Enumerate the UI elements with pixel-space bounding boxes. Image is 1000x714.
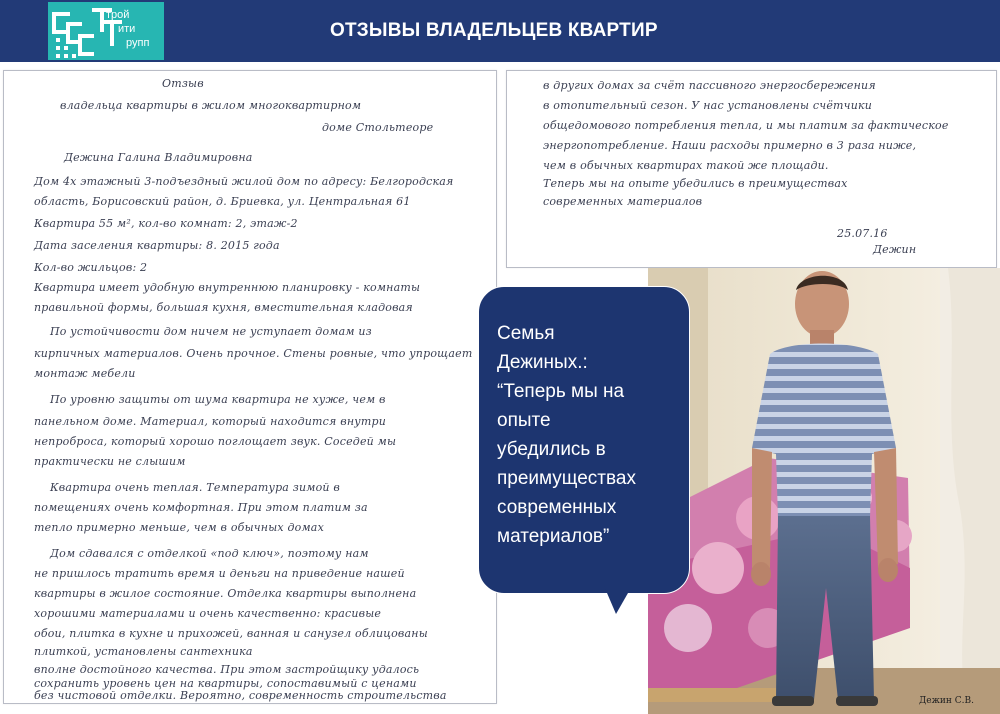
letter-line: непроброса, который хорошо поглощает звук. Соседей мы bbox=[34, 435, 397, 448]
letter-line: энергопотребление. Наши расходы примерно в 3 раза ниже, bbox=[543, 139, 917, 152]
resident-photo bbox=[648, 268, 1000, 714]
logo-text-top: трой bbox=[106, 9, 130, 21]
letter-line: в отопительный сезон. У нас установлены счётчики bbox=[543, 99, 873, 112]
letter-line: монтаж мебели bbox=[34, 367, 136, 380]
letter-line: панельном доме. Материал, который находится внутри bbox=[34, 415, 387, 428]
quote-bubble bbox=[478, 286, 690, 594]
quote-bubble-tail bbox=[604, 586, 632, 614]
letter-line: По уровню защиты от шума квартира не хуже, чем в bbox=[50, 393, 386, 406]
letter-line: без чистовой отделки. Вероятно, современность строительства bbox=[34, 689, 447, 702]
letter-line: Квартира имеет удобную внутреннюю планировку - комнаты bbox=[34, 281, 421, 294]
letter-line: практически не слышим bbox=[34, 455, 186, 468]
quote-line: опыте bbox=[497, 410, 551, 431]
logo-text-middle: ити bbox=[118, 23, 136, 35]
letter-line: Кол-во жильцов: 2 bbox=[34, 261, 148, 274]
letter-line: помещениях очень комфортная. При этом платим за bbox=[34, 501, 368, 514]
quote-line: современных bbox=[497, 497, 617, 518]
letter-signature: Дежин bbox=[873, 243, 917, 256]
letter-line: правильной формы, большая кухня, вместительная кладовая bbox=[34, 301, 413, 314]
letter-line: Дата заселения квартиры: 8. 2015 года bbox=[34, 239, 280, 252]
handwritten-letter-main bbox=[3, 70, 497, 704]
letter-line: не пришлось тратить время и деньги на приведение нашей bbox=[34, 567, 405, 580]
letter-line: доме Стольтеоре bbox=[322, 121, 434, 134]
letter-line: обои, плитка в кухне и прихожей, ванная и санузел облицованы bbox=[34, 627, 428, 640]
letter-line: Отзыв bbox=[162, 77, 204, 90]
man-in-striped-shirt-photo bbox=[648, 268, 1000, 714]
letter-line: Квартира очень теплая. Температура зимой в bbox=[50, 481, 340, 494]
letter-line: плиткой, установлены сантехника bbox=[34, 645, 253, 658]
quote-line: убедились в bbox=[497, 439, 606, 460]
photo-caption: Дежин С.В. bbox=[918, 696, 974, 706]
quote-text bbox=[497, 319, 681, 551]
quote-line: материалов” bbox=[497, 526, 610, 547]
quote-line: Дежиных.: bbox=[497, 352, 588, 373]
letter-line: сохранить уровень цен на квартиры, сопоставимый с ценами bbox=[34, 677, 417, 690]
letter-line: Квартира 55 м², кол-во комнат: 2, этаж-2 bbox=[34, 217, 298, 230]
letter-line: область, Борисовский район, д. Бриевка, ул. Центральная 61 bbox=[34, 195, 411, 208]
letter-line: тепло примерно меньше, чем в обычных домах bbox=[34, 521, 324, 534]
letter-line: кирпичных материалов. Очень прочное. Стены ровные, что упрощает bbox=[34, 347, 473, 360]
letter-line: Дом сдавался с отделкой «под ключ», поэтому нам bbox=[50, 547, 369, 560]
letter-line: По устойчивости дом ничем не уступает домам из bbox=[50, 325, 372, 338]
letter-line: в других домах за счёт пассивного энергосбережения bbox=[543, 79, 876, 92]
handwritten-letter-continued bbox=[506, 70, 997, 268]
letter-line: Теперь мы на опыте убедились в преимуществах bbox=[543, 177, 848, 190]
letter-line: общедомового потребления тепла, и мы платим за фактическое bbox=[543, 119, 949, 132]
letter-line: хорошими материалами и очень качественно: красивые bbox=[34, 607, 382, 620]
page-title: ОТЗЫВЫ ВЛАДЕЛЬЦЕВ КВАРТИР bbox=[330, 20, 658, 41]
quote-line: преимуществах bbox=[497, 468, 636, 489]
logo-text-bottom: рупп bbox=[126, 37, 150, 49]
letter-line: Дежина Галина Владимировна bbox=[64, 151, 253, 164]
header-bar bbox=[0, 0, 1000, 62]
letter-line: чем в обычных квартирах такой же площади. bbox=[543, 159, 829, 172]
letter-date: 25.07.16 bbox=[837, 227, 888, 240]
letter-line: квартиры в жилое состояние. Отделка квартиры выполнена bbox=[34, 587, 417, 600]
letter-line: современных материалов bbox=[543, 195, 703, 208]
letter-line: вполне достойного качества. При этом застройщику удалось bbox=[34, 663, 420, 676]
quote-line: “Теперь мы на bbox=[497, 381, 625, 402]
company-logo bbox=[48, 2, 164, 60]
letter-line: Дом 4х этажный 3-подъездный жилой дом по адресу: Белгородская bbox=[34, 175, 454, 188]
quote-line: Семья bbox=[497, 323, 555, 344]
letter-line: владельца квартиры в жилом многоквартирном bbox=[60, 99, 362, 112]
